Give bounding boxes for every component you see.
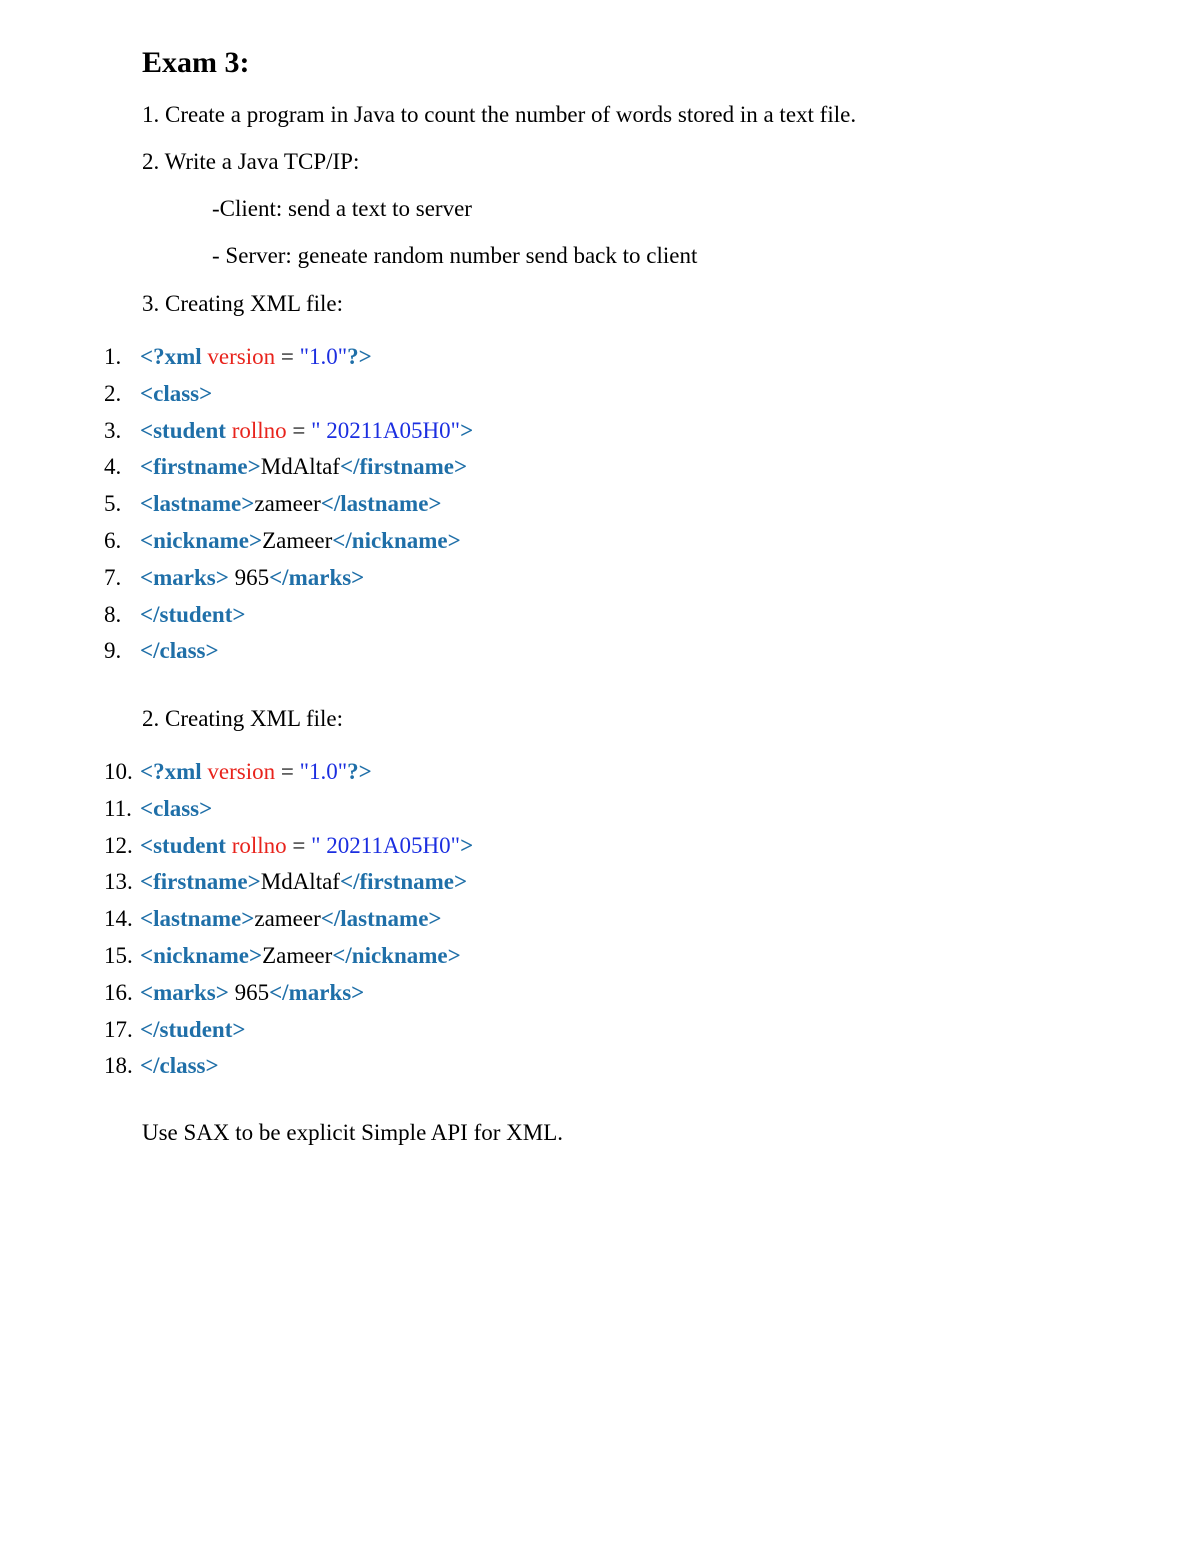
- xml-attr-token: rollno: [231, 832, 293, 858]
- xml-tag-token: </student>: [140, 1016, 246, 1042]
- code-line: [104, 564, 364, 592]
- code-line: [104, 343, 372, 371]
- code-line: [104, 942, 461, 970]
- xml-eq-token: =: [280, 344, 300, 369]
- xml-tag-token: </firstname>: [339, 454, 468, 480]
- line-number: 1.: [104, 344, 122, 369]
- xml-tag-token: </student>: [140, 601, 246, 627]
- xml-tag-token: ?>: [347, 344, 372, 369]
- code-line: [104, 1016, 245, 1044]
- footer-note: Use SAX to be explicit Simple API for XML.: [142, 1120, 563, 1145]
- xml-val-token: "1.0": [299, 344, 348, 369]
- code-line: [104, 905, 442, 933]
- xml-tag-token: </nickname>: [332, 943, 461, 968]
- line-number: 11.: [104, 795, 132, 821]
- line-number: 12.: [104, 832, 133, 858]
- xml-tag-token: <firstname>: [140, 454, 261, 480]
- xml-tag-token: </marks>: [269, 979, 365, 1005]
- xml-tag-token: ?>: [347, 759, 372, 784]
- xml-tag-token: </marks>: [269, 564, 365, 590]
- xml-tag-token: >: [460, 832, 474, 858]
- xml-tag-token: <lastname>: [140, 491, 255, 517]
- xml-val-token: " 20211A05H0": [311, 832, 461, 858]
- line-number: 7.: [104, 564, 122, 590]
- xml-tag-token: <?xml: [140, 344, 208, 369]
- question-1: 1. Create a program in Java to count the number of words stored in a text file.: [142, 102, 857, 127]
- xml-tag-token: <student: [140, 417, 232, 443]
- code-line: [104, 795, 212, 823]
- question-2: 2. Write a Java TCP/IP:: [142, 149, 360, 174]
- xml-tag-token: <?xml: [140, 759, 208, 784]
- code-line: [104, 758, 372, 786]
- xml-txt-token: Zameer: [262, 943, 333, 968]
- xml-eq-token: =: [280, 759, 300, 784]
- xml-txt-token: Zameer: [262, 528, 333, 553]
- xml-attr-token: version: [207, 759, 281, 784]
- xml-txt-token: zameer: [254, 491, 321, 517]
- xml-tag-token: <class>: [140, 380, 213, 406]
- xml-tag-token: <firstname>: [140, 869, 261, 895]
- code-line: [104, 979, 364, 1007]
- line-number: 9.: [104, 638, 122, 664]
- xml-txt-token: zameer: [254, 906, 321, 932]
- line-number: 3.: [104, 417, 122, 443]
- code-line: [104, 637, 219, 665]
- line-number: 18.: [104, 1053, 133, 1079]
- xml-tag-token: </firstname>: [339, 869, 468, 895]
- xml-tag-token: </class>: [140, 638, 219, 664]
- xml-tag-token: <marks>: [140, 979, 229, 1005]
- xml-tag-token: </nickname>: [332, 528, 461, 553]
- xml-tag-token: <lastname>: [140, 906, 255, 932]
- page-title: Exam 3:: [142, 46, 250, 79]
- question-3: 3. Creating XML file:: [142, 291, 343, 316]
- xml-tag-token: <class>: [140, 795, 213, 821]
- line-number: 10.: [104, 759, 133, 784]
- xml-tag-token: >: [460, 417, 474, 443]
- line-number: 13.: [104, 869, 133, 895]
- xml-attr-token: rollno: [231, 417, 293, 443]
- line-number: 5.: [104, 491, 122, 517]
- xml-val-token: "1.0": [299, 759, 348, 784]
- xml-txt-token: 965: [228, 979, 270, 1005]
- code-line: [104, 832, 473, 860]
- xml-tag-token: <student: [140, 832, 232, 858]
- line-number: 16.: [104, 979, 133, 1005]
- xml-eq-token: =: [292, 417, 312, 443]
- line-number: 4.: [104, 454, 122, 480]
- xml-tag-token: </class>: [140, 1053, 219, 1079]
- line-number: 14.: [104, 906, 133, 932]
- xml-tag-token: <nickname>: [140, 943, 263, 968]
- line-number: 2.: [104, 380, 122, 406]
- code-line: [104, 868, 467, 896]
- question-2-server: - Server: geneate random number send back to client: [212, 243, 698, 268]
- xml-tag-token: <nickname>: [140, 528, 263, 553]
- xml-txt-token: 965: [228, 564, 270, 590]
- code-line: [104, 1052, 219, 1080]
- code-line: [104, 380, 212, 408]
- xml-tag-token: </lastname>: [320, 491, 442, 517]
- line-number: 17.: [104, 1016, 133, 1042]
- xml-val-token: " 20211A05H0": [311, 417, 461, 443]
- code-line: [104, 527, 461, 555]
- line-number: 6.: [104, 528, 122, 553]
- xml-txt-token: MdAltaf: [260, 454, 340, 480]
- question-2-repeat: 2. Creating XML file:: [142, 706, 343, 731]
- question-2-client: -Client: send a text to server: [212, 196, 472, 221]
- code-line: [104, 417, 473, 445]
- code-line: [104, 453, 467, 481]
- line-number: 8.: [104, 601, 122, 627]
- xml-attr-token: version: [207, 344, 281, 369]
- xml-tag-token: </lastname>: [320, 906, 442, 932]
- line-number: 15.: [104, 943, 133, 968]
- xml-eq-token: =: [292, 832, 312, 858]
- xml-txt-token: MdAltaf: [260, 869, 340, 895]
- code-line: [104, 601, 245, 629]
- xml-tag-token: <marks>: [140, 564, 229, 590]
- code-line: [104, 490, 442, 518]
